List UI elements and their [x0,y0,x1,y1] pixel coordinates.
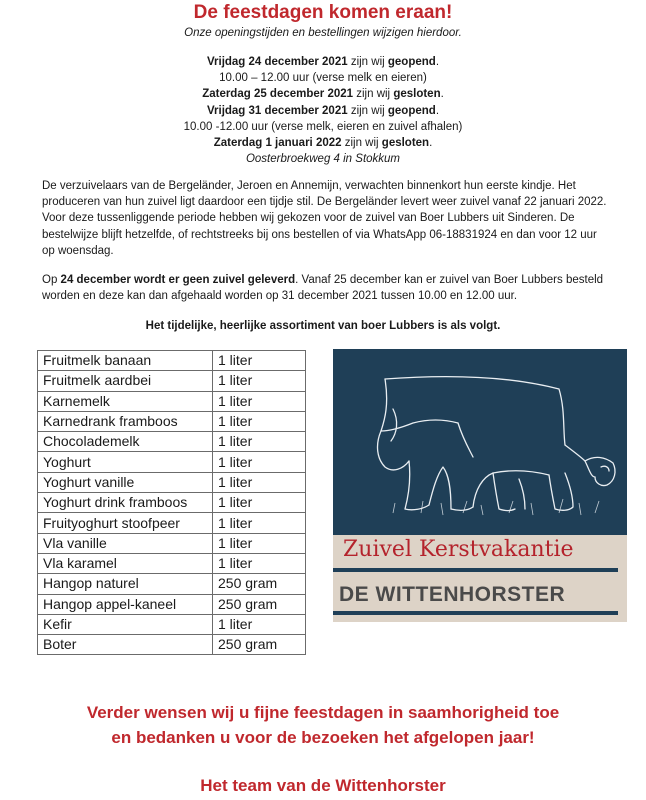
product-name: Fruitmelk banaan [38,351,213,371]
schedule-dot: . [435,104,440,117]
product-quantity: 250 gram [213,635,306,655]
assortment-heading: Het tijdelijke, heerlijke assortiment van boer Lubbers is als volgt. [145,320,501,332]
product-quantity: 250 gram [213,594,306,614]
poster-divider [333,611,618,615]
product-quantity: 1 liter [213,614,306,634]
product-quantity: 1 liter [213,513,306,533]
product-quantity: 1 liter [213,351,306,371]
product-name: Hangop naturel [38,574,213,594]
closing-wish-line1: Verder wensen wij u fijne feestdagen in saamhorigheid toe [86,703,560,722]
schedule-dot: . [440,88,444,101]
product-quantity: 1 liter [213,391,306,411]
delivery-text-bold: 24 december wordt er geen zuivel geleverd [60,274,296,286]
schedule-dot: . [429,137,433,150]
table-row [38,574,306,594]
schedule-status: gesloten [381,137,430,150]
product-quantity: 1 liter [213,493,306,513]
product-name: Yoghurt [38,452,213,472]
product-name: Karnedrank framboos [38,411,213,431]
poster-headline: Zuivel Kerstvakantie [343,537,574,562]
schedule-date: Vrijdag 31 december 2021 [206,104,348,117]
closing-signature: Het team van de Wittenhorster [200,776,446,795]
table-row [38,594,306,614]
product-quantity: 1 liter [213,553,306,573]
product-name: Chocolademelk [38,432,213,452]
schedule-status: geopend [387,56,436,68]
table-row [38,614,306,634]
schedule-dot: . [435,56,440,68]
product-name: Kefir [38,614,213,634]
table-row [38,472,306,492]
schedule-date: Vrijdag 24 december 2021 [206,56,348,68]
schedule-line [0,103,646,119]
product-quantity: 1 liter [213,432,306,452]
table-row [38,452,306,472]
poster-divider [333,568,618,572]
product-name: Boter [38,635,213,655]
product-name: Yoghurt vanille [38,472,213,492]
kerstvakantie-poster [333,349,627,622]
product-quantity: 250 gram [213,574,306,594]
poster-brand: DE WITTENHORSTER [339,583,566,606]
product-quantity: 1 liter [213,411,306,431]
table-row [38,411,306,431]
product-quantity: 1 liter [213,452,306,472]
schedule-date: Zaterdag 25 december 2021 [202,88,354,101]
page-subtitle: Onze openingstijden en bestellingen wijzigen hierdoor. [184,27,462,39]
schedule-text: zijn wij [347,56,388,68]
table-row [38,553,306,573]
cow-illustration [333,349,627,535]
table-row [38,351,306,371]
table-row [38,371,306,391]
farm-address: Oosterbroekweg 4 in Stokkum [245,153,401,166]
delivery-text-post: . Vanaf 25 december kan er zuivel van Boer Lubbers besteld worden en deze kan dan afgehaald worden op 31 december 2021 tussen 10.00 en 12.00 uur. [42,274,604,303]
product-table [37,350,306,655]
schedule-status: geopend [387,104,436,117]
product-name: Fruityoghurt stoofpeer [38,513,213,533]
schedule-hours: 10.00 -12.00 uur (verse melk, eieren en zuivel afhalen) [183,120,463,133]
schedule-text: zijn wij [353,88,394,101]
schedule-text: zijn wij [341,137,382,150]
table-row [38,391,306,411]
product-quantity: 1 liter [213,371,306,391]
schedule-line [0,86,646,102]
table-row [38,432,306,452]
delivery-paragraph [42,272,612,304]
opening-schedule [0,54,646,167]
product-name: Fruitmelk aardbei [38,371,213,391]
product-quantity: 1 liter [213,472,306,492]
schedule-line [0,135,646,151]
table-row [38,493,306,513]
schedule-hours: 10.00 – 12.00 uur (verse melk en eieren) [219,72,427,85]
poster-background [333,349,627,535]
product-name: Vla vanille [38,533,213,553]
schedule-text: zijn wij [347,104,388,117]
closing-wish-line2: en bedanken u voor de bezoeken het afgelopen jaar! [111,728,535,747]
delivery-text-pre: Op [42,274,61,286]
product-name: Karnemelk [38,391,213,411]
table-row [38,513,306,533]
schedule-line [0,54,646,70]
table-row [38,635,306,655]
info-paragraph: De verzuivelaars van de Bergeländer, Jeroen en Annemijn, verwachten binnenkort hun eerste kindje. Het produceren van hun zuivel ligt daardoor een tijdje stil. De Bergeländer levert weer zuivel vanaf 22 januari 2022. Voor deze tussenliggende periode hebben wij gekozen voor de zuivel van Boer Lubbers uit Sinderen. De bestelwijze blijft hetzelfde, of rechtstreeks bij ons bestellen of via WhatsApp 06-18831924 en dan voor 12 uur op woensdag. [42,180,607,257]
product-name: Yoghurt drink framboos [38,493,213,513]
product-name: Hangop appel-kaneel [38,594,213,614]
product-quantity: 1 liter [213,533,306,553]
page-title: De feestdagen komen eraan! [193,2,453,23]
table-row [38,533,306,553]
schedule-status: gesloten [393,88,441,101]
product-name: Vla karamel [38,553,213,573]
schedule-date: Zaterdag 1 januari 2022 [213,137,342,150]
